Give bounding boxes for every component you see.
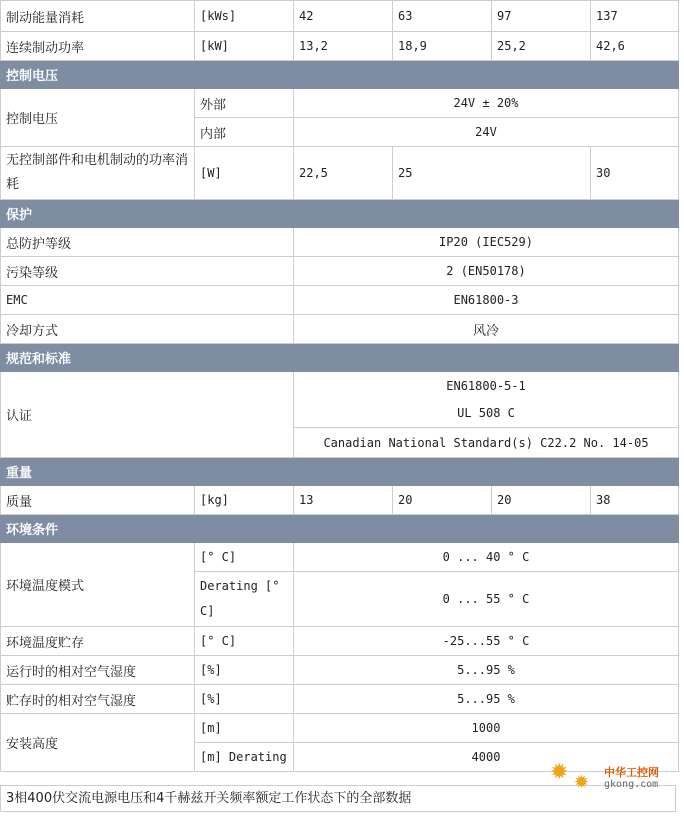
unit-cell: Derating [° C] [195,572,294,627]
table-row [1,714,679,743]
row-label: 质量 [1,486,195,515]
unit-cell: [%] [195,656,294,685]
unit-cell: [° C] [195,627,294,656]
value-cell: 13,2 [294,32,393,61]
table-row [1,32,679,61]
section-header [1,458,679,486]
table-row [1,543,679,572]
table-row [1,656,679,685]
table-row [1,1,679,32]
section-title-control-voltage: 控制电压 [1,61,679,89]
unit-cell: [kg] [195,486,294,515]
value-cell: 25,2 [492,32,591,61]
row-label: 冷却方式 [1,315,294,344]
watermark-site-name: 中华工控网 [604,766,659,779]
unit-cell: [m] Derating [195,743,294,772]
row-label: 无控制部件和电机制动的功率消耗 [1,147,195,200]
value-cell: 13 [294,486,393,515]
value-cell: 20 [492,486,591,515]
gear-icon: ✹ [574,772,590,793]
watermark-domain: gkong.com [604,779,659,790]
value-cell: 137 [591,1,679,32]
row-label: 环境温度贮存 [1,627,195,656]
table-row [1,286,679,315]
unit-cell: [m] [195,714,294,743]
table-row [1,486,679,515]
section-header [1,61,679,89]
row-label: EMC [1,286,294,315]
table-row [1,627,679,656]
value-cell: IP20 (IEC529) [294,228,679,257]
table-row [1,685,679,714]
section-title-environment: 环境条件 [1,515,679,543]
watermark-logo [548,756,678,802]
value-cell: 22,5 [294,147,393,200]
value-cell: 20 [393,486,492,515]
row-label: 污染等级 [1,257,294,286]
unit-cell: [W] [195,147,294,200]
table-row [1,372,679,400]
value-cell: 97 [492,1,591,32]
value-cell: 38 [591,486,679,515]
row-label: 认证 [1,372,294,458]
table-footnote: 3相400伏交流电源电压和4千赫兹开关频率额定工作状态下的全部数据 [0,785,676,812]
value-cell: 30 [591,147,679,200]
section-header [1,344,679,372]
row-label: 连续制动功率 [1,32,195,61]
table-row [1,315,679,344]
row-label: 制动能量消耗 [1,1,195,32]
value-cell: 风冷 [294,315,679,344]
value-cell: 25 [393,147,591,200]
value-cell: 63 [393,1,492,32]
table-row [1,228,679,257]
table-row [1,89,679,118]
row-label: 控制电压 [1,89,195,147]
value-cell: 18,9 [393,32,492,61]
value-cell: 0 ... 55 ° C [294,572,679,627]
value-cell: 5...95 % [294,656,679,685]
value-cell: 5...95 % [294,685,679,714]
value-cell: UL 508 C [294,400,679,428]
section-title-protection: 保护 [1,200,679,228]
unit-cell: [kW] [195,32,294,61]
row-label: 总防护等级 [1,228,294,257]
gear-icon: ✹ [550,760,569,785]
row-label: 贮存时的相对空气湿度 [1,685,195,714]
row-label: 运行时的相对空气湿度 [1,656,195,685]
section-header [1,515,679,543]
row-label: 环境温度模式 [1,543,195,627]
value-cell: EN61800-3 [294,286,679,315]
sub-label: 外部 [195,89,294,118]
value-cell: 24V ± 20% [294,89,679,118]
value-cell: 42 [294,1,393,32]
unit-cell: [kWs] [195,1,294,32]
unit-cell: [%] [195,685,294,714]
table-row [1,147,679,200]
value-cell: 2 (EN50178) [294,257,679,286]
value-cell: Canadian National Standard(s) C22.2 No. 14-05 [294,428,679,458]
section-header [1,200,679,228]
row-label: 安装高度 [1,714,195,772]
value-cell: 24V [294,118,679,147]
value-cell: -25...55 ° C [294,627,679,656]
value-cell: 42,6 [591,32,679,61]
value-cell: 1000 [294,714,679,743]
value-cell: EN61800-5-1 [294,372,679,400]
section-title-standards: 规范和标准 [1,344,679,372]
table-row [1,257,679,286]
unit-cell: [° C] [195,543,294,572]
section-title-weight: 重量 [1,458,679,486]
value-cell: 4000 [294,743,679,772]
value-cell: 0 ... 40 ° C [294,543,679,572]
sub-label: 内部 [195,118,294,147]
